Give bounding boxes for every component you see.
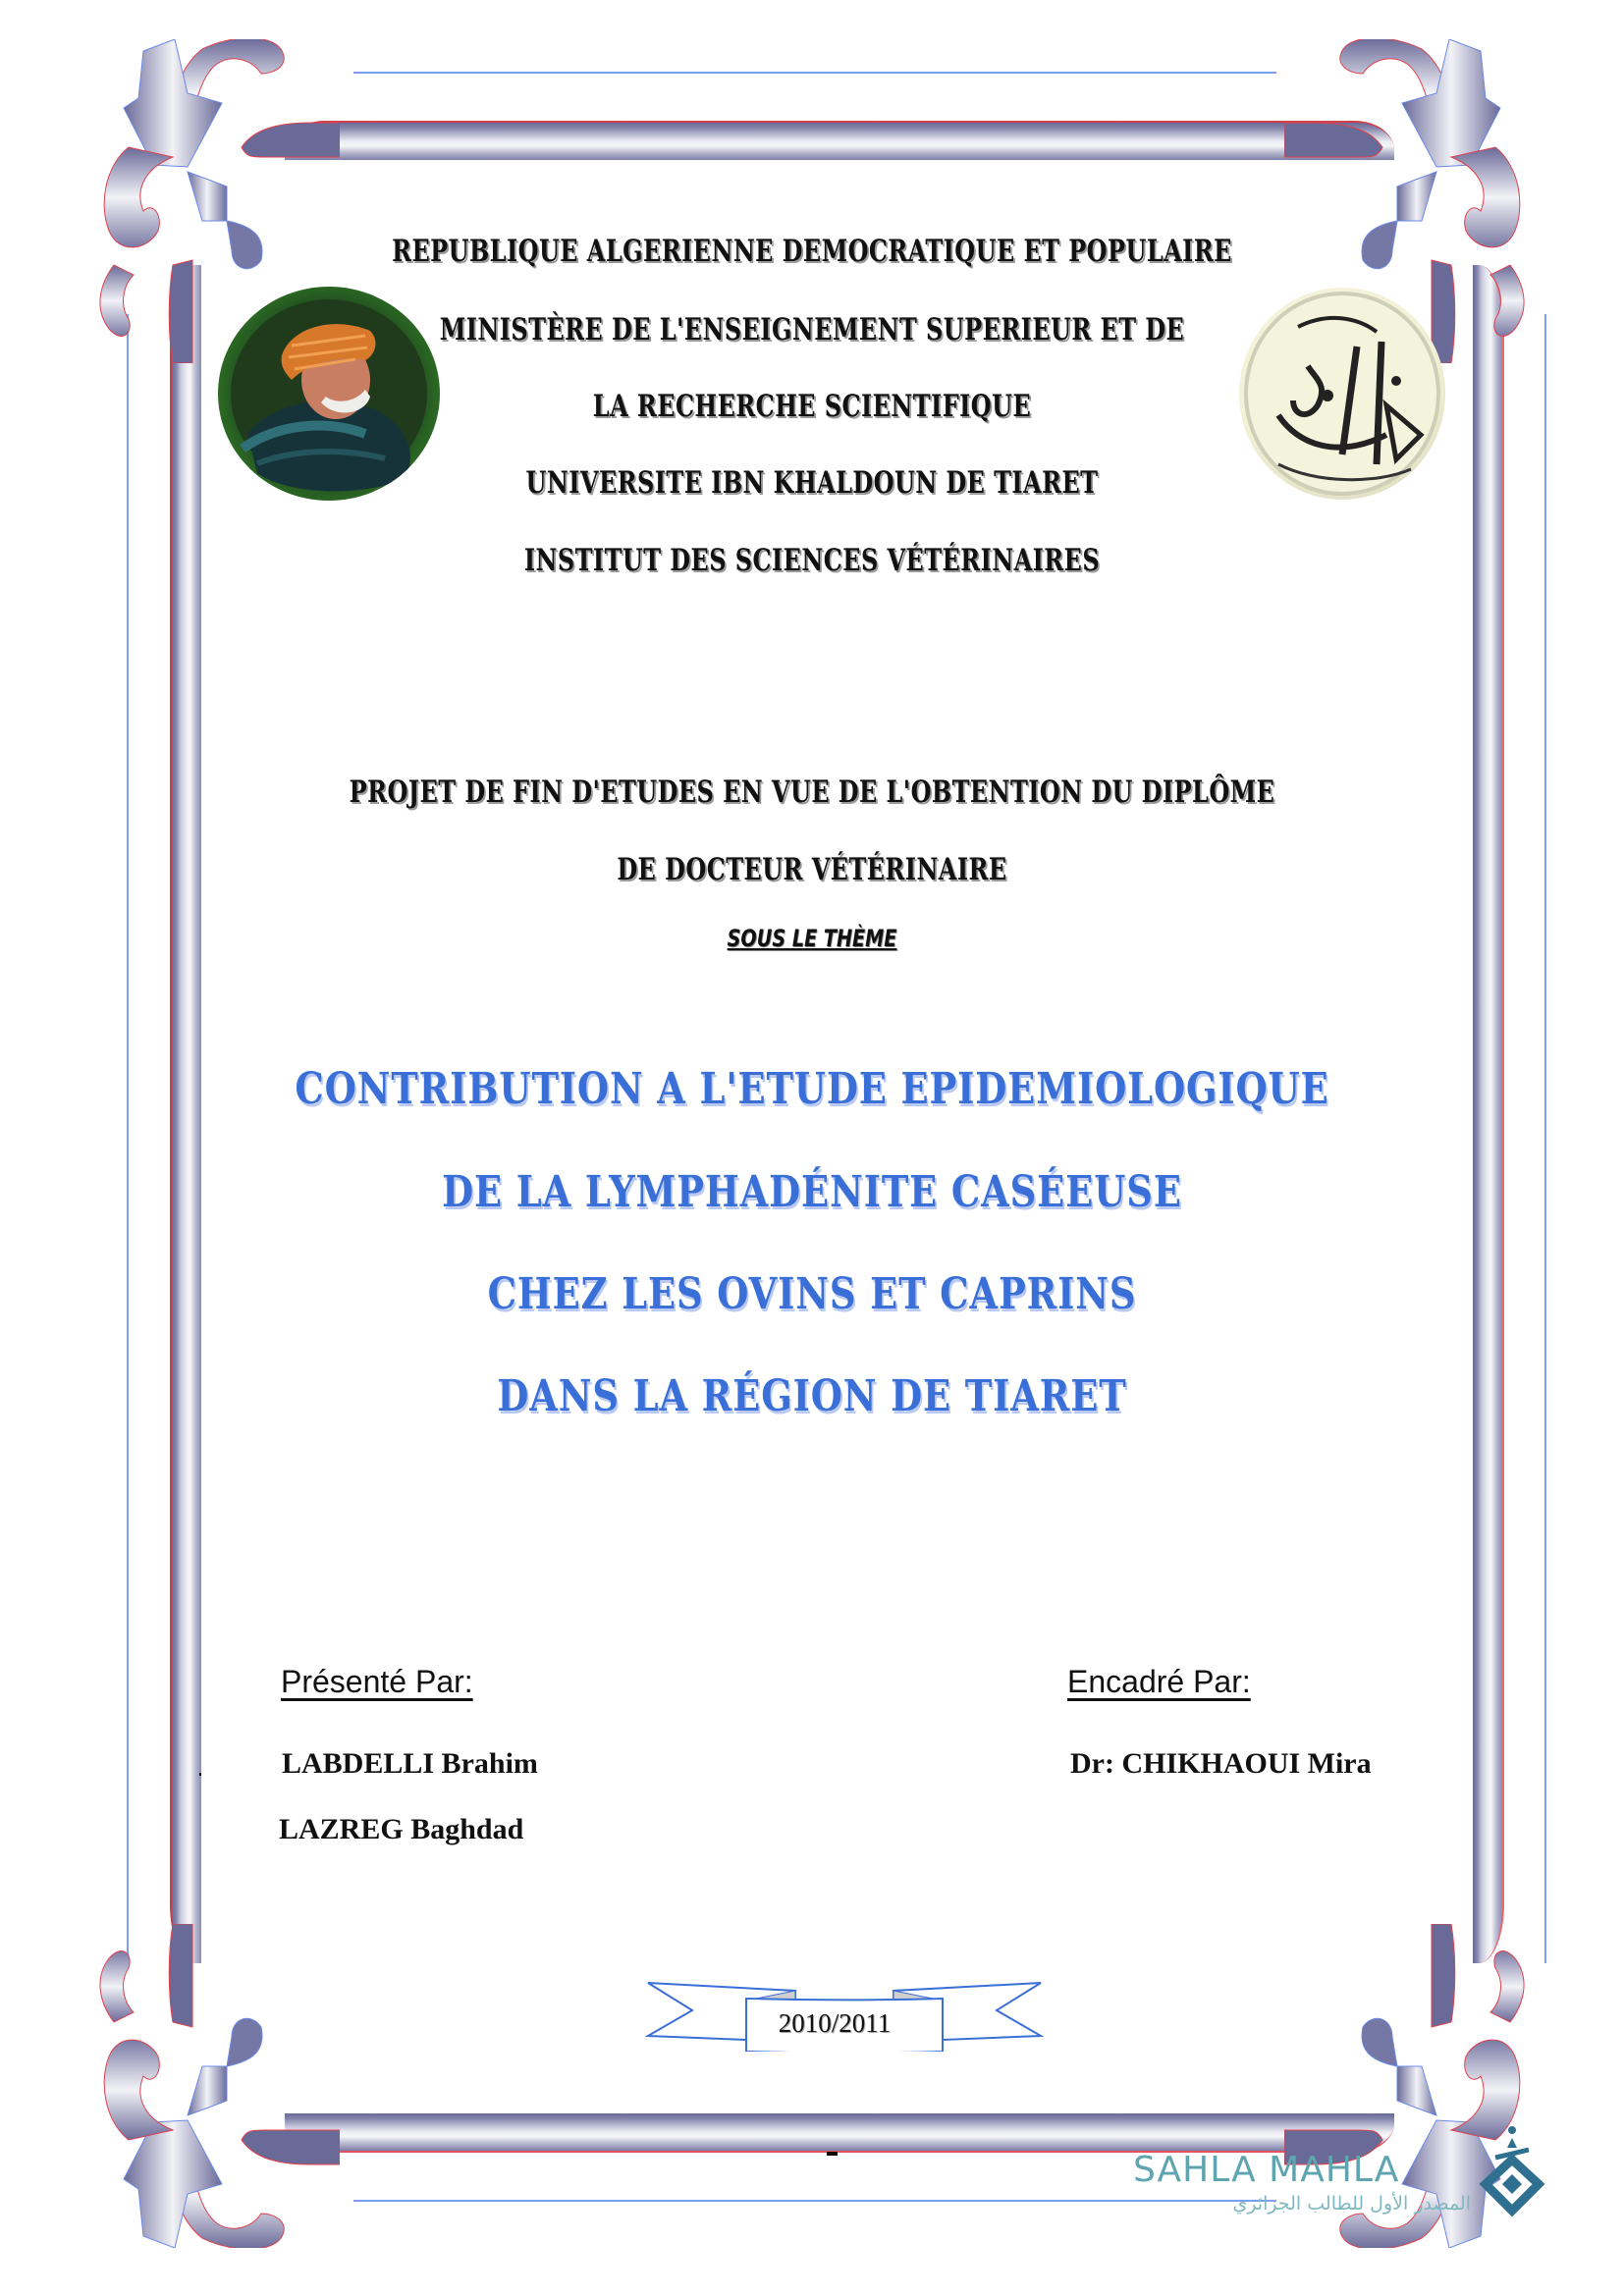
frame-thin-line-right	[1544, 314, 1546, 1963]
supervisor-name: Dr: CHIKHAOUI Mira	[1070, 1747, 1372, 1780]
watermark-brand: SAHLA MAHLA	[1133, 2150, 1400, 2190]
student-name: LABDELLI Brahim	[282, 1747, 538, 1780]
header-republic: REPUBLIQUE ALGERIENNE DEMOCRATIQUE ET POPULAIRE	[392, 234, 1232, 269]
thesis-title-line-4: DANS LA RÉGION DE TIARET	[497, 1371, 1127, 1421]
thesis-title-line-3: CHEZ LES OVINS ET CAPRINS	[487, 1269, 1137, 1319]
theme-label: SOUS LE THÈME	[727, 925, 897, 952]
thesis-title-line-2: DE LA LYMPHADÉNITE CASÉEUSE	[442, 1167, 1182, 1217]
ornament-corner-icon	[94, 1924, 340, 2248]
page-number-mark	[827, 2152, 838, 2156]
presented-by-label: Présenté Par:	[281, 1664, 473, 1699]
academic-year: 2010/2011	[778, 2008, 892, 2038]
frame-bar-top	[285, 121, 1394, 160]
supervised-by-label: Encadré Par:	[1067, 1664, 1251, 1699]
student-name: LAZREG Baghdad	[279, 1813, 524, 1845]
header-institute: INSTITUT DES SCIENCES VÉTÉRINAIRES	[523, 543, 1101, 578]
frame-thin-line-top	[353, 72, 1276, 74]
project-degree: DE DOCTEUR VÉTÉRINAIRE	[617, 852, 1007, 887]
thesis-title-line-1: CONTRIBUTION A L'ETUDE EPIDEMIOLOGIQUE	[295, 1064, 1329, 1114]
project-description: PROJET DE FIN D'ETUDES EN VUE DE L'OBTENTION DU DIPLÔME	[349, 774, 1275, 810]
header-ministry: MINISTÈRE DE L'ENSEIGNEMENT SUPERIEUR ET DE	[439, 312, 1185, 347]
watermark-logo-icon	[1478, 2120, 1546, 2218]
header-research: LA RECHERCHE SCIENTIFIQUE	[592, 389, 1032, 424]
frame-bar-left	[170, 265, 201, 1963]
watermark-subtitle: المصدر الأول للطالب الجزائري	[1232, 2193, 1471, 2215]
header-university: UNIVERSITE IBN KHALDOUN DE TIARET	[525, 465, 1099, 501]
stray-dot	[199, 1773, 201, 1776]
frame-bar-right	[1473, 265, 1504, 1963]
frame-bar-bottom	[285, 2113, 1394, 2153]
